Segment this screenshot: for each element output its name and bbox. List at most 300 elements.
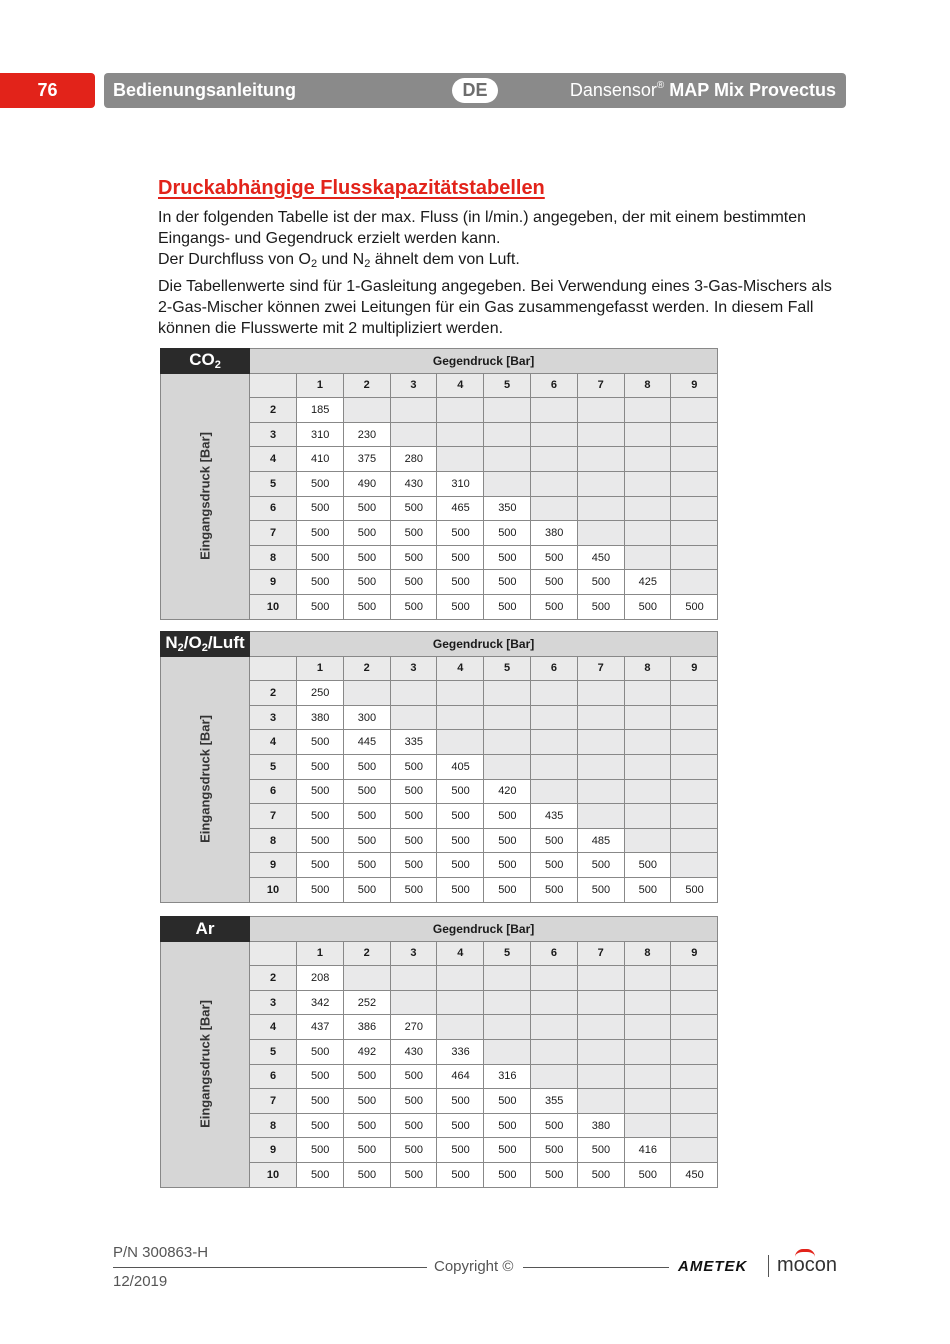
flow-value: 300 — [343, 705, 390, 730]
empty-cell — [484, 990, 531, 1015]
flow-value: 500 — [297, 545, 344, 570]
row-header: 10 — [250, 1162, 297, 1187]
column-header: 7 — [577, 373, 624, 398]
flow-value: 500 — [390, 779, 437, 804]
flow-value: 420 — [484, 779, 531, 804]
gas-name: N — [165, 633, 178, 653]
empty-cell — [671, 422, 718, 447]
empty-cell — [484, 966, 531, 991]
flow-value: 450 — [671, 1162, 718, 1187]
empty-cell — [624, 804, 671, 829]
empty-cell — [390, 966, 437, 991]
empty-cell — [671, 804, 718, 829]
flow-value: 500 — [390, 1113, 437, 1138]
empty-cell — [671, 853, 718, 878]
gas-subscript: 2 — [214, 359, 221, 372]
row-header: 5 — [250, 471, 297, 496]
flow-value: 500 — [530, 1113, 577, 1138]
empty-cell — [671, 1113, 718, 1138]
empty-cell — [671, 779, 718, 804]
header-row — [161, 917, 718, 942]
empty-cell — [577, 730, 624, 755]
column-header: 8 — [624, 373, 671, 398]
empty-cell — [437, 990, 484, 1015]
gas-subscript: 2 — [177, 642, 184, 655]
flow-value: 500 — [530, 877, 577, 902]
flow-value: 252 — [343, 990, 390, 1015]
row-header: 2 — [250, 398, 297, 423]
empty-cell — [530, 754, 577, 779]
empty-cell — [624, 422, 671, 447]
flow-value: 500 — [437, 1162, 484, 1187]
empty-cell — [530, 398, 577, 423]
empty-cell — [671, 1064, 718, 1089]
flow-value: 500 — [484, 545, 531, 570]
empty-cell — [484, 1039, 531, 1064]
row-header: 3 — [250, 990, 297, 1015]
column-header: 4 — [437, 373, 484, 398]
flow-value: 500 — [390, 754, 437, 779]
empty-cell — [624, 1039, 671, 1064]
row-header: 6 — [250, 496, 297, 521]
column-header: 7 — [577, 941, 624, 966]
flow-value: 208 — [297, 966, 344, 991]
empty-cell — [530, 471, 577, 496]
product-name: MAP Mix Provectus — [669, 80, 836, 100]
flow-table-n2-o2-air — [160, 631, 718, 903]
flow-value: 500 — [343, 779, 390, 804]
empty-cell — [577, 990, 624, 1015]
row-header: 7 — [250, 521, 297, 546]
flow-value: 500 — [530, 828, 577, 853]
column-header: 2 — [343, 941, 390, 966]
empty-cell — [671, 990, 718, 1015]
flow-value: 500 — [437, 877, 484, 902]
gas-name-part: /Luft — [207, 633, 245, 653]
intro-line-1: In der folgenden Tabelle ist der max. Fluss (in l/min.) angegeben, der mit einem bestimmten — [158, 209, 807, 226]
empty-cell — [671, 398, 718, 423]
flow-value: 500 — [577, 1138, 624, 1163]
flow-value: 336 — [437, 1039, 484, 1064]
empty-cell — [530, 1039, 577, 1064]
flow-value: 465 — [437, 496, 484, 521]
flow-value: 500 — [390, 496, 437, 521]
part-number: P/N 300863-H — [113, 1244, 209, 1261]
flow-value: 425 — [624, 570, 671, 595]
back-pressure-title: Gegendruck [Bar] — [250, 349, 718, 374]
flow-value: 500 — [484, 570, 531, 595]
flow-value: 500 — [343, 853, 390, 878]
empty-cell — [530, 1015, 577, 1040]
row-header: 3 — [250, 705, 297, 730]
flow-table-co2 — [160, 348, 718, 620]
flow-value: 500 — [343, 496, 390, 521]
flow-value: 500 — [297, 754, 344, 779]
inlet-pressure-title: Eingangsdruck [Bar] — [197, 432, 213, 560]
row-header: 9 — [250, 1138, 297, 1163]
row-header: 10 — [250, 877, 297, 902]
flow-value: 490 — [343, 471, 390, 496]
column-header: 3 — [390, 373, 437, 398]
empty-cell — [437, 966, 484, 991]
column-header: 8 — [624, 941, 671, 966]
empty-cell — [577, 471, 624, 496]
section-title: Bedienungsanleitung — [113, 80, 297, 100]
flow-value: 500 — [297, 1089, 344, 1114]
empty-cell — [577, 398, 624, 423]
empty-cell — [484, 754, 531, 779]
flow-value: 500 — [343, 1064, 390, 1089]
ametek-logo: AMETEK — [678, 1258, 748, 1275]
empty-cell — [671, 730, 718, 755]
empty-cell — [343, 398, 390, 423]
flow-value: 500 — [390, 545, 437, 570]
mocon-logo: mocon — [777, 1254, 838, 1276]
empty-cell — [577, 1089, 624, 1114]
empty-cell — [437, 422, 484, 447]
flow-value: 500 — [390, 804, 437, 829]
gas-name-part: /O — [183, 633, 202, 653]
empty-cell — [671, 447, 718, 472]
column-header: 5 — [484, 373, 531, 398]
empty-cell — [624, 1064, 671, 1089]
note-paragraph: Die Tabellenwerte sind für 1-Gasleitung angegeben. Bei Verwendung eines 3-Gas-Mischers als 2-Gas-Mischer können zwei Leitungen für ein Gas zusammengefasst werden. In diesem Fall können die Flusswerte mit 2 multipliziert werden. — [158, 278, 832, 337]
flow-value: 230 — [343, 422, 390, 447]
inlet-pressure-title: Eingangsdruck [Bar] — [197, 715, 213, 843]
row-header: 6 — [250, 1064, 297, 1089]
column-header-row — [161, 373, 718, 398]
flow-value: 500 — [530, 1138, 577, 1163]
empty-cell — [671, 545, 718, 570]
empty-cell — [671, 1089, 718, 1114]
empty-cell — [484, 705, 531, 730]
page-title: Druckabhängige Flusskapazitätstabellen — [158, 177, 545, 199]
column-header: 2 — [343, 373, 390, 398]
flow-value: 500 — [437, 545, 484, 570]
flow-value: 500 — [390, 1138, 437, 1163]
flow-value: 500 — [484, 804, 531, 829]
column-header: 9 — [671, 656, 718, 681]
empty-cell — [484, 1015, 531, 1040]
column-header: 1 — [297, 941, 344, 966]
empty-cell — [437, 705, 484, 730]
intro-line-2: Eingangs- und Gegendruck erzielt werden kann. — [158, 230, 501, 247]
brand-name: Dansensor — [569, 80, 657, 100]
empty-cell — [624, 966, 671, 991]
empty-cell — [437, 730, 484, 755]
flow-value: 500 — [437, 1138, 484, 1163]
corner-blank — [250, 373, 297, 398]
empty-cell — [484, 447, 531, 472]
header-bar — [104, 73, 846, 108]
empty-cell — [624, 990, 671, 1015]
flow-value: 500 — [484, 1113, 531, 1138]
empty-cell — [484, 398, 531, 423]
flow-value: 375 — [343, 447, 390, 472]
row-header: 5 — [250, 1039, 297, 1064]
empty-cell — [577, 804, 624, 829]
flow-value: 500 — [297, 1113, 344, 1138]
flow-value: 500 — [297, 1039, 344, 1064]
row-header: 9 — [250, 853, 297, 878]
flow-value: 500 — [437, 521, 484, 546]
empty-cell — [624, 1113, 671, 1138]
empty-cell — [577, 1015, 624, 1040]
flow-value: 500 — [297, 1162, 344, 1187]
empty-cell — [530, 1064, 577, 1089]
flow-value: 500 — [437, 779, 484, 804]
empty-cell — [577, 521, 624, 546]
column-header: 5 — [484, 941, 531, 966]
empty-cell — [624, 1089, 671, 1114]
flow-value: 500 — [577, 594, 624, 619]
flow-value: 500 — [343, 1089, 390, 1114]
registered-mark: ® — [656, 80, 665, 91]
flow-value: 500 — [297, 570, 344, 595]
gas-label — [161, 349, 250, 374]
flow-value: 316 — [484, 1064, 531, 1089]
gas-label — [161, 917, 250, 942]
empty-cell — [530, 447, 577, 472]
empty-cell — [624, 398, 671, 423]
flow-value: 500 — [343, 804, 390, 829]
row-header: 7 — [250, 1089, 297, 1114]
empty-cell — [671, 1138, 718, 1163]
flow-value: 355 — [530, 1089, 577, 1114]
flow-value: 500 — [297, 804, 344, 829]
column-header: 6 — [530, 941, 577, 966]
empty-cell — [671, 966, 718, 991]
flow-value: 410 — [297, 447, 344, 472]
empty-cell — [437, 447, 484, 472]
flow-value: 492 — [343, 1039, 390, 1064]
column-header-row — [161, 941, 718, 966]
flow-value: 500 — [343, 1113, 390, 1138]
empty-cell — [624, 496, 671, 521]
flow-value: 500 — [297, 877, 344, 902]
row-header: 2 — [250, 966, 297, 991]
row-header: 7 — [250, 804, 297, 829]
flow-value: 500 — [343, 594, 390, 619]
gas-label — [161, 632, 250, 657]
empty-cell — [577, 447, 624, 472]
row-header: 3 — [250, 422, 297, 447]
flow-value: 500 — [484, 877, 531, 902]
gas-subscript: 2 — [201, 642, 208, 655]
flow-value: 500 — [390, 853, 437, 878]
flow-value: 270 — [390, 1015, 437, 1040]
flow-value: 500 — [577, 853, 624, 878]
flow-value: 500 — [437, 853, 484, 878]
empty-cell — [530, 990, 577, 1015]
flow-value: 485 — [577, 828, 624, 853]
flow-value: 500 — [343, 877, 390, 902]
flow-value: 500 — [297, 828, 344, 853]
empty-cell — [390, 705, 437, 730]
column-header-row — [161, 656, 718, 681]
empty-cell — [671, 828, 718, 853]
inlet-pressure-title: Eingangsdruck [Bar] — [197, 1000, 213, 1128]
empty-cell — [343, 681, 390, 706]
page-number: 76 — [0, 73, 95, 108]
flow-value: 500 — [297, 471, 344, 496]
empty-cell — [671, 570, 718, 595]
empty-cell — [530, 705, 577, 730]
footer-divider-left — [113, 1267, 427, 1268]
empty-cell — [484, 681, 531, 706]
empty-cell — [577, 754, 624, 779]
empty-cell — [577, 496, 624, 521]
gas-name: CO — [189, 350, 215, 370]
flow-value: 464 — [437, 1064, 484, 1089]
empty-cell — [624, 705, 671, 730]
row-header: 5 — [250, 754, 297, 779]
empty-cell — [671, 705, 718, 730]
column-header: 9 — [671, 941, 718, 966]
flow-value: 500 — [390, 594, 437, 619]
empty-cell — [624, 545, 671, 570]
row-header: 8 — [250, 1113, 297, 1138]
header-row — [161, 632, 718, 657]
empty-cell — [624, 681, 671, 706]
column-header: 7 — [577, 656, 624, 681]
empty-cell — [671, 496, 718, 521]
intro-paragraph — [158, 207, 848, 275]
flow-value: 500 — [530, 1162, 577, 1187]
column-header: 4 — [437, 656, 484, 681]
flow-value: 500 — [390, 1089, 437, 1114]
empty-cell — [437, 398, 484, 423]
flow-value: 500 — [297, 1138, 344, 1163]
inlet-pressure-label-cell — [161, 656, 250, 902]
back-pressure-title: Gegendruck [Bar] — [250, 917, 718, 942]
flow-value: 500 — [484, 828, 531, 853]
flow-value: 500 — [390, 877, 437, 902]
empty-cell — [624, 828, 671, 853]
flow-value: 500 — [624, 594, 671, 619]
intro-line-3: Der Durchfluss von $O_2$ und $N_2$ ähnelt dem von Luft. — [158, 251, 520, 270]
flow-value: 500 — [343, 828, 390, 853]
flow-value: 500 — [343, 1162, 390, 1187]
flow-value: 500 — [671, 877, 718, 902]
row-header: 4 — [250, 730, 297, 755]
flow-value: 500 — [297, 521, 344, 546]
flow-value: 437 — [297, 1015, 344, 1040]
inlet-pressure-label-cell — [161, 941, 250, 1187]
back-pressure-title: Gegendruck [Bar] — [250, 632, 718, 657]
flow-value: 500 — [530, 853, 577, 878]
language-badge: DE — [452, 78, 498, 103]
corner-blank — [250, 941, 297, 966]
copyright-text: Copyright © — [434, 1258, 514, 1275]
flow-value: 500 — [437, 1089, 484, 1114]
flow-value: 405 — [437, 754, 484, 779]
flow-value: 310 — [437, 471, 484, 496]
flow-value: 500 — [297, 1064, 344, 1089]
column-header: 6 — [530, 373, 577, 398]
empty-cell — [390, 398, 437, 423]
empty-cell — [343, 966, 390, 991]
flow-value: 500 — [671, 594, 718, 619]
flow-value: 500 — [390, 521, 437, 546]
row-header: 8 — [250, 545, 297, 570]
flow-value: 450 — [577, 545, 624, 570]
flow-value: 500 — [297, 779, 344, 804]
flow-value: 500 — [484, 1138, 531, 1163]
empty-cell — [671, 471, 718, 496]
empty-cell — [577, 681, 624, 706]
empty-cell — [671, 1039, 718, 1064]
flow-value: 500 — [437, 594, 484, 619]
empty-cell — [671, 754, 718, 779]
flow-value: 500 — [343, 1138, 390, 1163]
flow-value: 500 — [297, 730, 344, 755]
column-header: 9 — [671, 373, 718, 398]
revision-date: 12/2019 — [113, 1273, 168, 1290]
flow-value: 500 — [437, 570, 484, 595]
empty-cell — [530, 681, 577, 706]
product-title — [570, 80, 836, 101]
flow-value: 250 — [297, 681, 344, 706]
empty-cell — [577, 1039, 624, 1064]
column-header: 1 — [297, 373, 344, 398]
column-header: 6 — [530, 656, 577, 681]
flow-value: 500 — [530, 545, 577, 570]
flow-value: 416 — [624, 1138, 671, 1163]
flow-value: 500 — [297, 496, 344, 521]
flow-value: 500 — [484, 594, 531, 619]
empty-cell — [671, 521, 718, 546]
flow-value: 430 — [390, 471, 437, 496]
row-header: 9 — [250, 570, 297, 595]
logo-separator — [768, 1255, 769, 1277]
row-header: 4 — [250, 447, 297, 472]
flow-value: 435 — [530, 804, 577, 829]
flow-value: 500 — [437, 804, 484, 829]
gas-name: Ar — [195, 918, 215, 938]
column-header: 1 — [297, 656, 344, 681]
flow-value: 500 — [530, 594, 577, 619]
flow-value: 380 — [530, 521, 577, 546]
flow-value: 500 — [437, 828, 484, 853]
flow-value: 335 — [390, 730, 437, 755]
corner-blank — [250, 656, 297, 681]
flow-value: 500 — [343, 521, 390, 546]
flow-value: 386 — [343, 1015, 390, 1040]
flow-value: 350 — [484, 496, 531, 521]
empty-cell — [577, 1064, 624, 1089]
empty-cell — [624, 447, 671, 472]
empty-cell — [437, 1015, 484, 1040]
empty-cell — [484, 730, 531, 755]
empty-cell — [577, 705, 624, 730]
empty-cell — [530, 422, 577, 447]
flow-value: 500 — [484, 521, 531, 546]
flow-value: 500 — [577, 570, 624, 595]
flow-value: 430 — [390, 1039, 437, 1064]
empty-cell — [671, 1015, 718, 1040]
flow-value: 500 — [624, 1162, 671, 1187]
row-header: 2 — [250, 681, 297, 706]
column-header: 5 — [484, 656, 531, 681]
flow-value: 500 — [390, 1162, 437, 1187]
flow-value: 380 — [577, 1113, 624, 1138]
flow-value: 500 — [390, 828, 437, 853]
flow-table-ar — [160, 916, 718, 1188]
empty-cell — [577, 422, 624, 447]
empty-cell — [624, 754, 671, 779]
empty-cell — [530, 779, 577, 804]
